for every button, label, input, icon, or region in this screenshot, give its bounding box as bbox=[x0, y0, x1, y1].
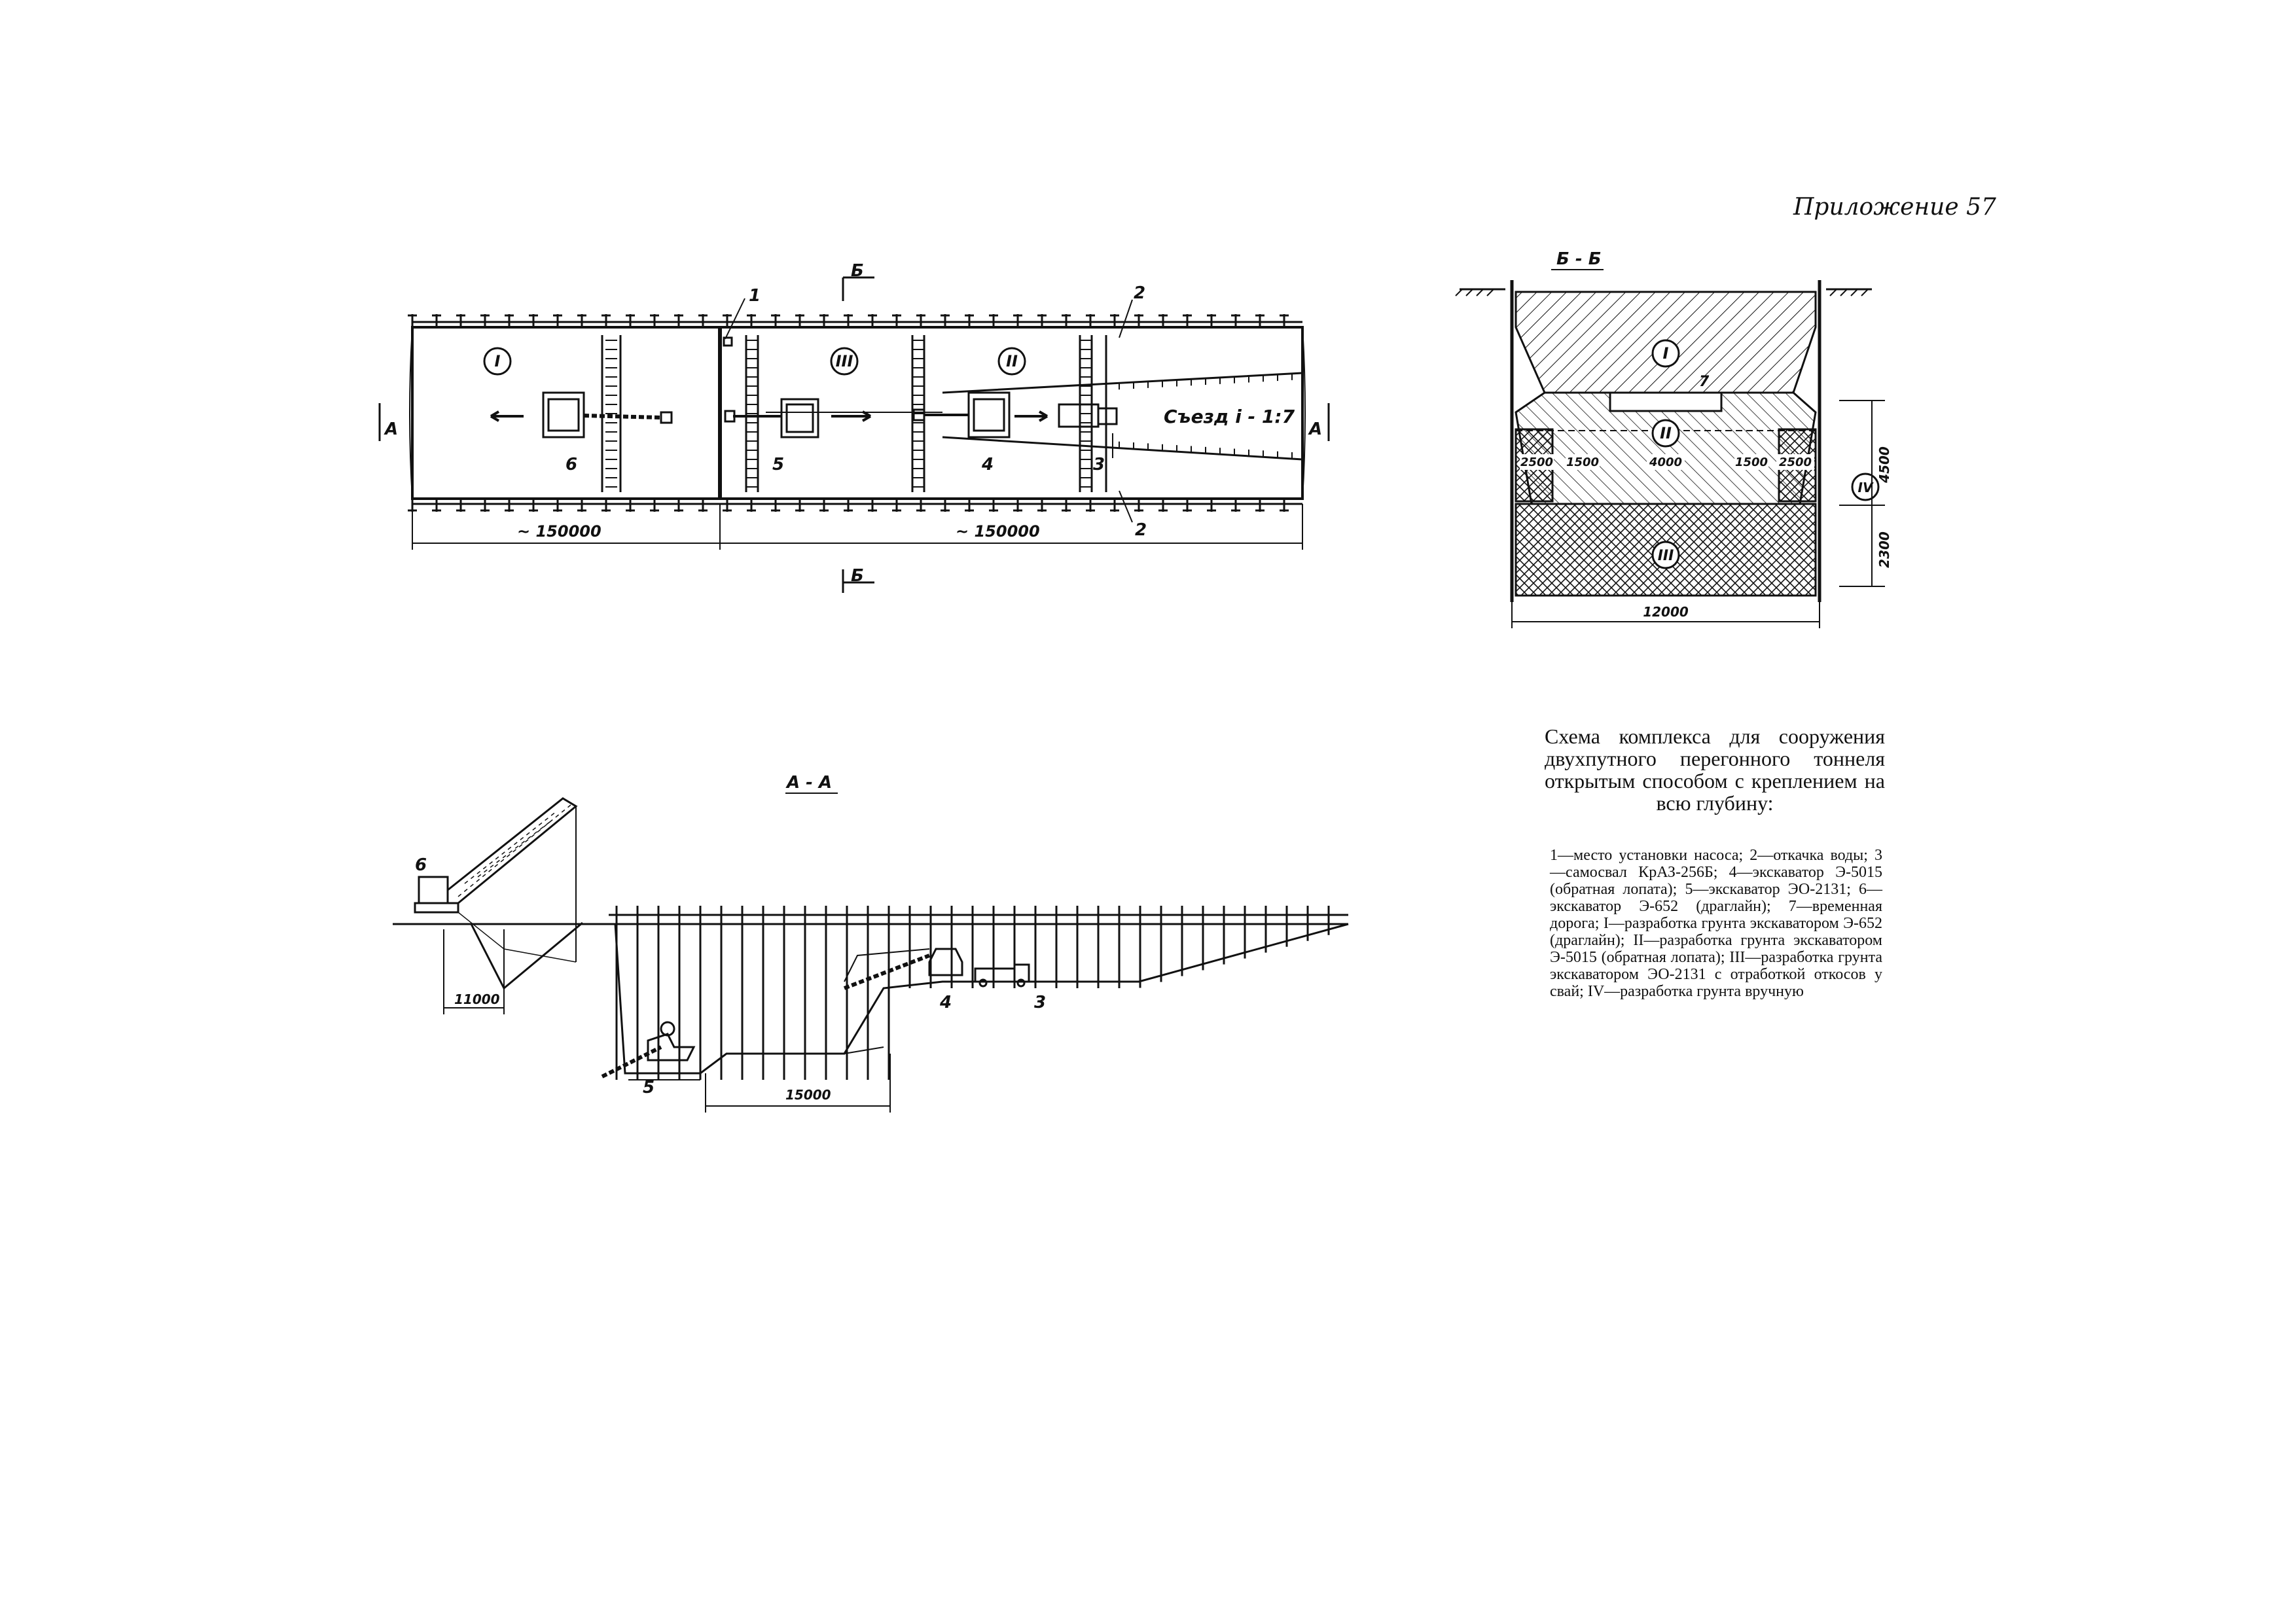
section-bb bbox=[1446, 249, 1905, 641]
section-aa bbox=[386, 772, 1374, 1113]
section-aa-title: А - А bbox=[787, 773, 833, 793]
item-label-2-top: 2 bbox=[1134, 283, 1146, 303]
bb-zone-label-ii: II bbox=[1660, 424, 1672, 442]
bb-width-5: 2500 bbox=[1778, 455, 1812, 469]
item-label-1: 1 bbox=[749, 286, 761, 306]
excavator-5-plan bbox=[725, 399, 818, 437]
aa-label-3: 3 bbox=[1034, 993, 1047, 1012]
item-label-3: 3 bbox=[1093, 455, 1105, 474]
bb-zone-label-iii: III bbox=[1657, 548, 1674, 564]
item-label-6: 6 bbox=[565, 455, 578, 474]
bb-zone-label-i: I bbox=[1662, 344, 1669, 363]
item-label-2-bottom: 2 bbox=[1135, 520, 1147, 540]
aa-dim-pit: 15000 bbox=[785, 1087, 831, 1103]
section-mark-b-top: Б bbox=[851, 262, 864, 281]
section-mark-a-right: А bbox=[1309, 419, 1323, 439]
aa-label-5: 5 bbox=[643, 1078, 655, 1097]
item-label-5: 5 bbox=[772, 455, 785, 474]
item-label-4: 4 bbox=[982, 455, 994, 474]
aa-piles bbox=[617, 906, 1329, 1080]
pile-row-bottom bbox=[408, 499, 1289, 512]
aa-dims bbox=[444, 929, 890, 1113]
section-bb-title: Б - Б bbox=[1556, 249, 1602, 269]
aa-label-4: 4 bbox=[940, 993, 952, 1012]
bb-total-width: 12000 bbox=[1643, 604, 1689, 620]
section-mark-b-bottom: Б bbox=[851, 566, 864, 586]
dump-truck-3-aa bbox=[975, 965, 1029, 986]
dragline-6 bbox=[415, 798, 576, 962]
bb-zone-label-7: 7 bbox=[1699, 374, 1710, 390]
zone-label-ii: II bbox=[1006, 352, 1018, 370]
caption-legend: 1—место установки насоса; 2—откачка воды; 3—самосвал КрАЗ-256Б; 4—экскаватор Э-5015 (обратная лопата); 5—экскаватор ЭО-2131; 6—экскаватор Э-652 (драглайн); 7—временная дорога; I—разработка грунта экскаватором Э-652 (драглайн); II—разработка грунта экскаватором Э-5015 (обратная лопата); III—разработка грунта экскаватором ЭО-2131 с отработкой откосов у свай; IV—разработка грунта вручную bbox=[1550, 847, 1882, 1000]
zone-label-i: I bbox=[494, 352, 501, 370]
aa-dim-crane: 11000 bbox=[454, 991, 500, 1007]
ramp-label: Съезд i - 1:7 bbox=[1164, 406, 1295, 427]
bb-depth-lower: 2300 bbox=[1876, 531, 1892, 568]
bb-width-3: 4000 bbox=[1649, 455, 1683, 469]
pile-row-top bbox=[408, 314, 1289, 327]
bb-width-4: 1500 bbox=[1734, 455, 1768, 469]
excavator-6-plan bbox=[543, 393, 672, 437]
plan-dim-left: ~ 150000 bbox=[517, 522, 601, 541]
plan-view bbox=[367, 262, 1348, 615]
section-mark-a-left: А bbox=[385, 419, 399, 439]
appendix-header: Приложение 57 bbox=[1793, 194, 1996, 221]
cross-struts bbox=[602, 335, 1106, 492]
bb-depth-upper: 4500 bbox=[1876, 446, 1892, 483]
bb-width-1: 2500 bbox=[1520, 455, 1554, 469]
bb-width-2: 1500 bbox=[1566, 455, 1600, 469]
zone-label-iii: III bbox=[835, 352, 853, 370]
excavator-4-plan bbox=[914, 393, 1009, 437]
bb-zone-label-iv: IV bbox=[1857, 480, 1873, 495]
plan-dim-right: ~ 150000 bbox=[956, 522, 1040, 541]
temporary-road bbox=[1610, 393, 1721, 411]
aa-label-6: 6 bbox=[415, 855, 427, 875]
caption-title: Схема комплекса для сооружения двухпутного перегонного тоннеля открытым способом с креплением на всю глубину: bbox=[1545, 724, 1885, 815]
